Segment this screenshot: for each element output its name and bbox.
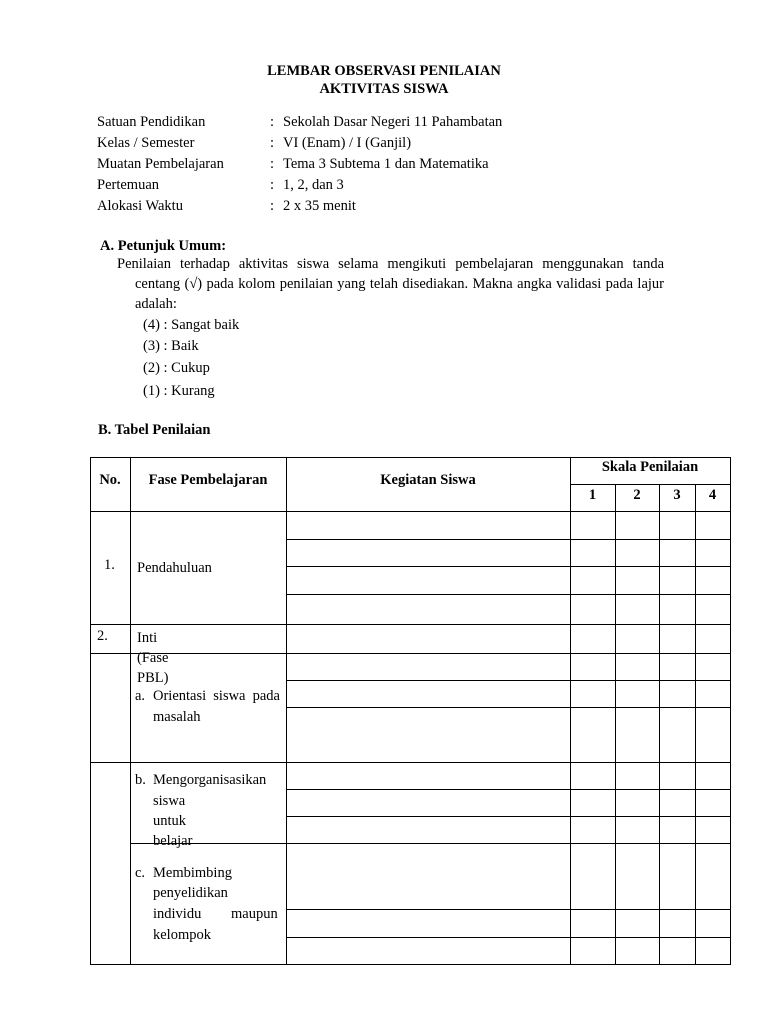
table-line [90,511,731,512]
info-label: Muatan Pembelajaran [97,156,224,172]
fase-c-line2: penyelidikan [153,885,228,901]
info-value: Tema 3 Subtema 1 dan Matematika [283,156,489,172]
section-a-heading: A. Petunjuk Umum: [100,238,227,254]
table-line [286,816,731,817]
table-line [286,566,731,567]
info-row-alokasi [97,196,597,217]
fase-c-marker: c. [135,865,146,881]
header-skala: Skala Penilaian [601,459,699,475]
table-line [286,937,731,938]
fase-c-line3-right: maupun [231,906,278,922]
scale-item-4: (4) : Sangat baik [143,317,240,333]
table-line [286,539,731,540]
info-row-kelas [97,133,597,154]
row-number-2: 2. [97,628,108,644]
table-line [286,594,731,595]
paragraph-line: adalah: [135,296,177,312]
fase-c-line1: Membimbing [153,865,232,881]
paragraph-line: centang (√) pada kolom penilaian yang telah disediakan. Makna angka validasi pada lajur [135,276,664,292]
header-no: No. [99,472,121,488]
fase-a-marker: a. [135,688,146,704]
scale-item-1: (1) : Kurang [143,383,215,399]
info-colon: : [270,114,275,130]
table-line [286,457,287,965]
header-score-4: 4 [708,487,717,503]
table-line [286,707,731,708]
table-line [286,680,731,681]
info-label: Alokasi Waktu [97,198,183,214]
scale-item-3: (3) : Baik [143,338,199,354]
header-score-1: 1 [588,487,597,503]
scale-item-2: (2) : Cukup [143,360,210,376]
document-title-line2: AKTIVITAS SISWA [319,81,449,97]
table-line [90,653,731,654]
section-a-paragraph [0,254,768,314]
fase-c-line4: kelompok [153,927,211,943]
fase-c-line3-left: individu [153,906,202,922]
fase-b-line2: siswa untuk belajar [153,793,193,849]
fase-pendahuluan: Pendahuluan [137,560,212,576]
fase-a-line1: Orientasi siswa pada [153,688,280,704]
table-line [130,843,731,844]
table-line [570,457,571,965]
info-row-satuan [97,112,597,133]
section-b-heading: B. Tabel Penilaian [98,422,211,438]
table-border-bottom [90,964,731,965]
info-value: Sekolah Dasar Negeri 11 Pahambatan [283,114,503,130]
table-line [90,762,731,763]
paragraph-line: Penilaian terhadap aktivitas siswa selama mengikuti pembelajaran menggunakan tanda [117,256,664,272]
fase-inti: Inti (Fase PBL) [137,630,169,686]
header-kegiatan: Kegiatan Siswa [380,472,476,488]
table-line [286,789,731,790]
fase-b-marker: b. [135,772,146,788]
table-line [130,457,131,965]
table-line [90,624,731,625]
info-colon: : [270,177,275,193]
table-line [286,909,731,910]
info-colon: : [270,198,275,214]
info-colon: : [270,156,275,172]
info-colon: : [270,135,275,151]
table-border-right [730,457,731,965]
info-value: 2 x 35 menit [283,198,356,214]
table-border-left [90,457,91,965]
table-line [659,484,660,965]
info-value: 1, 2, dan 3 [283,177,344,193]
fase-b-line1: Mengorganisasikan [153,772,267,788]
header-score-2: 2 [633,487,641,503]
table-line [615,484,616,965]
header-score-3: 3 [673,487,681,503]
info-label: Satuan Pendidikan [97,114,206,130]
info-label: Kelas / Semester [97,135,195,151]
table-line [695,484,696,965]
document-title-line1: LEMBAR OBSERVASI PENILAIAN [267,63,501,79]
info-value: VI (Enam) / I (Ganjil) [283,135,412,151]
fase-a-line2: masalah [153,709,201,725]
info-row-pertemuan [97,175,597,196]
row-number-1: 1. [104,557,115,573]
header-fase: Fase Pembelajaran [148,472,268,488]
info-row-muatan [97,154,597,175]
info-label: Pertemuan [97,177,160,193]
